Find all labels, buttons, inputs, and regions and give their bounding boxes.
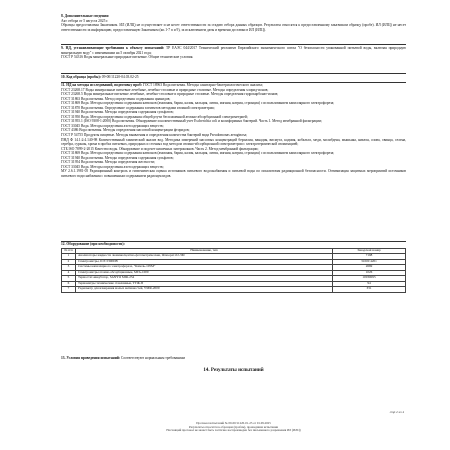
section-title: 9. НД, устанавливающие требования к объекту испытаний: [61,46,165,50]
footer-line: Результаты относятся к образцам (пробам), прошедшим испытания [189,424,278,429]
table-cell: Термостат-инкубатор, SANYO MIR-254 [76,276,333,282]
table-cell: 7198 [333,254,406,260]
section-requirements [61,46,406,60]
section-title: 8. Дополнительные сведения: [61,14,110,18]
divider [61,44,406,45]
paragraph: Акт отбора от 5 августа 2025 г. [61,18,109,23]
table-cell: 1 [62,254,76,260]
table-cell: 94 [333,281,406,287]
table-cell: 31000 4201 [333,259,406,265]
method-item: ГОСТ 31870 Вода питьевая. Определение содержания элементов методами атомной спектрометрии; [61,105,215,110]
section-methods [61,83,406,178]
equipment-table [61,248,406,293]
section-additional-info [61,14,406,32]
page-number: стр 2 из 4 [389,410,404,414]
footer-line: Протокол испытаний № 09-00/11220-01-25 от 01.09.2025 [196,421,271,425]
method-item: ГОСТ 31869 Вода. Методы определения содержания катионов (аммония, бария, калия, кальция, лития, магния, натрия, стронция) с использованием капиллярного электрофореза; [61,151,335,156]
text-span: ГОСТ 18963 Вода питьевая. Методы санитарно-бактериологического анализа; [142,83,263,87]
sample-code: 09-00/11220-04.03.02-25 [100,75,139,79]
method-item: ПНД Ф 14.1:2:4.140-98 Количественный химический анализ вод. Методика измерений массовых концентраций бериллия, ванадия, висмута, кадмия, кобальта, меди, молибдена, мышьяка, никеля, олова, свинца, селена, серебра, сурьмы, хрома в пробах питьевых, природных и сточных вод методом атомно-абсорбционной спектрометрии с электротермической атомизацией; [61,137,406,147]
section-test-conditions [61,356,406,361]
section-sample-code [61,75,406,80]
paragraph [61,356,406,361]
column-header: Заводской номер [333,248,406,254]
table-cell: Спектрометры, ICP-5300DВ [76,259,333,265]
text-span: ТР ЕАЭС 044/2017 Технический регламент Евразийского экономического союза "О безопасности упакованной питьевой воды, включая природную минеральную воду" с изменениями на 5 октября 2021 года; [61,46,406,55]
table-cell: 1026 [333,270,406,276]
page-footer [61,422,406,433]
table-cell: 2 [62,259,76,265]
column-header: № п/п [62,248,76,254]
table-cell: 2669 [333,265,406,271]
paragraph [61,75,406,80]
table-cell: Спектрометры атомно-абсорбционные, МГА-1000 [76,270,333,276]
section-title: 13. Условия проведения испытаний: [61,356,121,360]
table-cell: 6 [62,281,76,287]
section-title: 10. Код образца (пробы): [61,75,101,79]
method-item: СТБ ISO 7899-2-2015 Качество воды. Обнаружение и подсчет кишечных энтерококков. Часть 2. Метод мембранной фильтрации; [61,146,259,151]
table-row [62,287,406,293]
method-item: ГОСТ 33045 Вода. Методы определения азотсодержащих веществ; [61,164,164,169]
table-cell: 3 [62,265,76,271]
section-title: 11. НД на методы исследований, подготовку проб: [61,83,143,87]
method-item: ГОСТ 33045 Вода. Методы определения азотсодержащих веществ; [61,123,164,128]
method-item: ГОСТ 23268.5 Воды минеральные питьевые лечебные, лечебно-столовые и природные столовые. Методы определения гидрокарбонат-ионов; [61,92,279,97]
table-cell: 7 [62,287,76,293]
paragraph: ГОСТ Р 54316 Воды минеральные природные питьевые. Общие технические условия. [61,55,194,60]
method-item: МУ 2.6.1.1981-05 Радиационный контроль и гигиеническая оценка источников питьевого водоснабжения и питьевой воды по показателям радиационной безопасности. Оптимизация защитных мероприятий источников питьевого водоснабжения с повышенным содержанием радионуклидов. [61,169,406,178]
section-results-heading: 14. Результаты испытаний [203,368,264,373]
method-item: ГОСТ 31869 Вода. Методы определения содержания катионов (аммония, бария, калия, кальция, лития, магния, натрия, стронция) с использованием капиллярного электрофореза; [61,101,335,106]
section-title: 12. Оборудование (при необходимости): [61,242,125,246]
text-span: Соответствуют нормальным требованиям [120,356,185,360]
paragraph: Образцы предоставлены Заказчиком. ИЛ (ИЛЦ) не осуществляет и не несет ответственности за стадию отбора данных образцов. Результаты относятся к предоставленному заказчиком образцу (пробе). ИЛ (ИЛЦ) не несет ответственности за информацию, предоставленную Заказчиком (кп.1-7 п и 9), за исключением даты и времени доставки в ИЛ (ИЛЦ). [61,23,406,32]
table-cell: 10030095 [333,276,406,282]
method-item: ГОСТ Р 54755 Продукты пищевые. Методы выявления и определения количества бактерий вида Pseudomonas aeruginosa; [61,133,248,138]
method-item: ГОСТ 31954 Вода питьевая. Методы определения жесткости; [61,160,155,165]
method-item: ГОСТ 31940 Вода питьевая. Методы определения содержания сульфатов; [61,155,174,160]
divider [61,73,406,74]
table-cell: Анализаторы жидкости люминесцентно-фотометрические, Флюорат-02-3М [76,254,333,260]
footer-line: Настоящий протокол не может быть частично воспроизведен без письменного разрешения ИЛ (ИЛЦ) [166,428,301,433]
table-cell: Системы капиллярного электрофореза, "Капель-105М" [76,265,333,271]
method-item: ГОСТ 4386 Вода питьевая. Методы определения массовой концентрации фторидов; [61,128,190,133]
method-item: ГОСТ 31940 Вода питьевая. Методы определения содержания сульфатов; [61,110,174,115]
column-header: Наименование, тип [76,248,333,254]
section-equipment [61,242,406,293]
table-cell: Радиометр для измерения малых активностей, УМФ-2000 [76,287,333,293]
method-item: ГОСТ 23268.17 Воды минеральные питьевые лечебные, лечебно-столовые и природные столовые. Методы определения хлорид-ионов; [61,87,269,92]
method-item: ГОСТ 31955.1 (ISO 9308-1:2000) Вода питьевая. Обнаружение и количественный учет Escherichia coli и колиформных бактерий. Часть 1. Метод мембранной фильтрации; [61,119,322,124]
method-item: ГОСТ 31863 Вода питьевая. Метод определения содержания цианидов; [61,96,171,101]
table-cell: 4 [62,270,76,276]
paragraph [61,46,406,55]
table-cell: 331 [333,287,406,293]
table-cell: 5 [62,276,76,282]
table-cell: Термометры технические стеклянные, ТТЖ-П [76,281,333,287]
method-item: ГОСТ 31950 Вода. Методы определения содержания общей ртути беспламенной атомно-абсорбционной спектрометрией; [61,114,248,119]
